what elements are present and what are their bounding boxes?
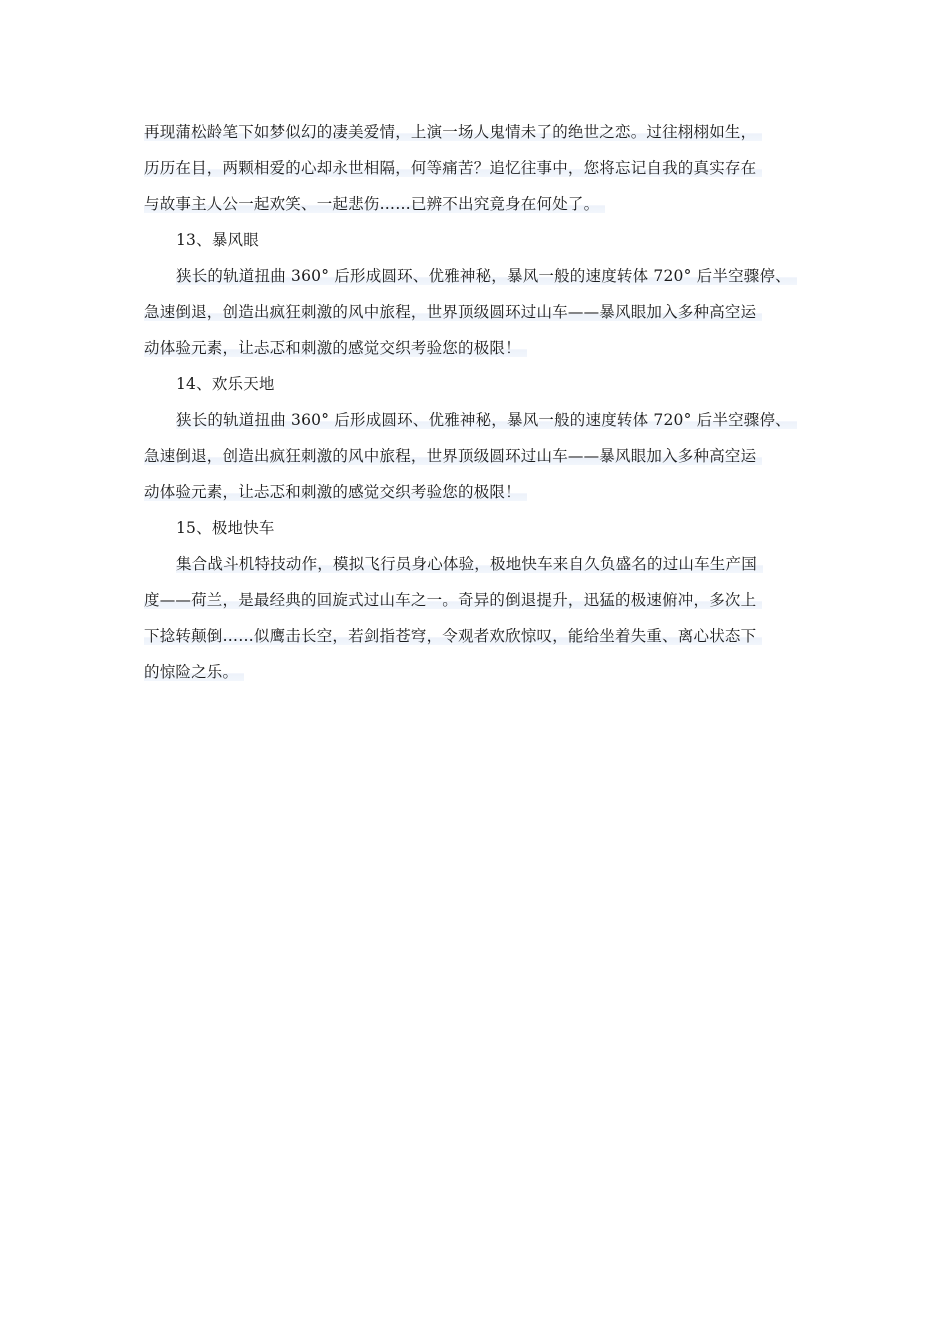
text-line: 再现蒲松龄笔下如梦似幻的凄美爱情，上演一场人鬼情未了的绝世之恋。过往栩栩如生， bbox=[144, 114, 824, 150]
text-line: 的惊险之乐。 bbox=[144, 654, 824, 690]
document-body bbox=[144, 114, 824, 690]
section-14 bbox=[144, 366, 824, 510]
text-line: 与故事主人公一起欢笑、一起悲伤……已辨不出究竟身在何处了。 bbox=[144, 186, 824, 222]
text-line: 动体验元素，让忐忑和刺激的感觉交织考验您的极限！ bbox=[144, 330, 824, 366]
section-heading: 13、暴风眼 bbox=[176, 231, 259, 249]
text-line: 集合战斗机特技动作，模拟飞行员身心体验，极地快车来自久负盛名的过山车生产国 bbox=[144, 546, 824, 582]
text-line: 狭长的轨道扭曲 360° 后形成圆环、优雅神秘，暴风一般的速度转体 720° 后半空骤停、 bbox=[144, 402, 824, 438]
text-line: 历历在目，两颗相爱的心却永世相隔，何等痛苦？追忆往事中，您将忘记自我的真实存在 bbox=[144, 150, 824, 186]
section-15 bbox=[144, 510, 824, 690]
section-13 bbox=[144, 222, 824, 366]
text-line: 急速倒退，创造出疯狂刺激的风中旅程，世界顶级圆环过山车——暴风眼加入多种高空运 bbox=[144, 438, 824, 474]
text-line: 动体验元素，让忐忑和刺激的感觉交织考验您的极限！ bbox=[144, 474, 824, 510]
intro-paragraph bbox=[144, 114, 824, 222]
text-line: 度——荷兰，是最经典的回旋式过山车之一。奇异的倒退提升，迅猛的极速俯冲，多次上 bbox=[144, 582, 824, 618]
text-line: 狭长的轨道扭曲 360° 后形成圆环、优雅神秘，暴风一般的速度转体 720° 后半空骤停、 bbox=[144, 258, 824, 294]
text-line: 急速倒退，创造出疯狂刺激的风中旅程，世界顶级圆环过山车——暴风眼加入多种高空运 bbox=[144, 294, 824, 330]
section-heading: 15、极地快车 bbox=[176, 519, 275, 537]
text-line: 下捻转颠倒……似鹰击长空，若剑指苍穹，令观者欢欣惊叹，能给坐着失重、离心状态下 bbox=[144, 618, 824, 654]
section-heading: 14、欢乐天地 bbox=[176, 375, 275, 393]
